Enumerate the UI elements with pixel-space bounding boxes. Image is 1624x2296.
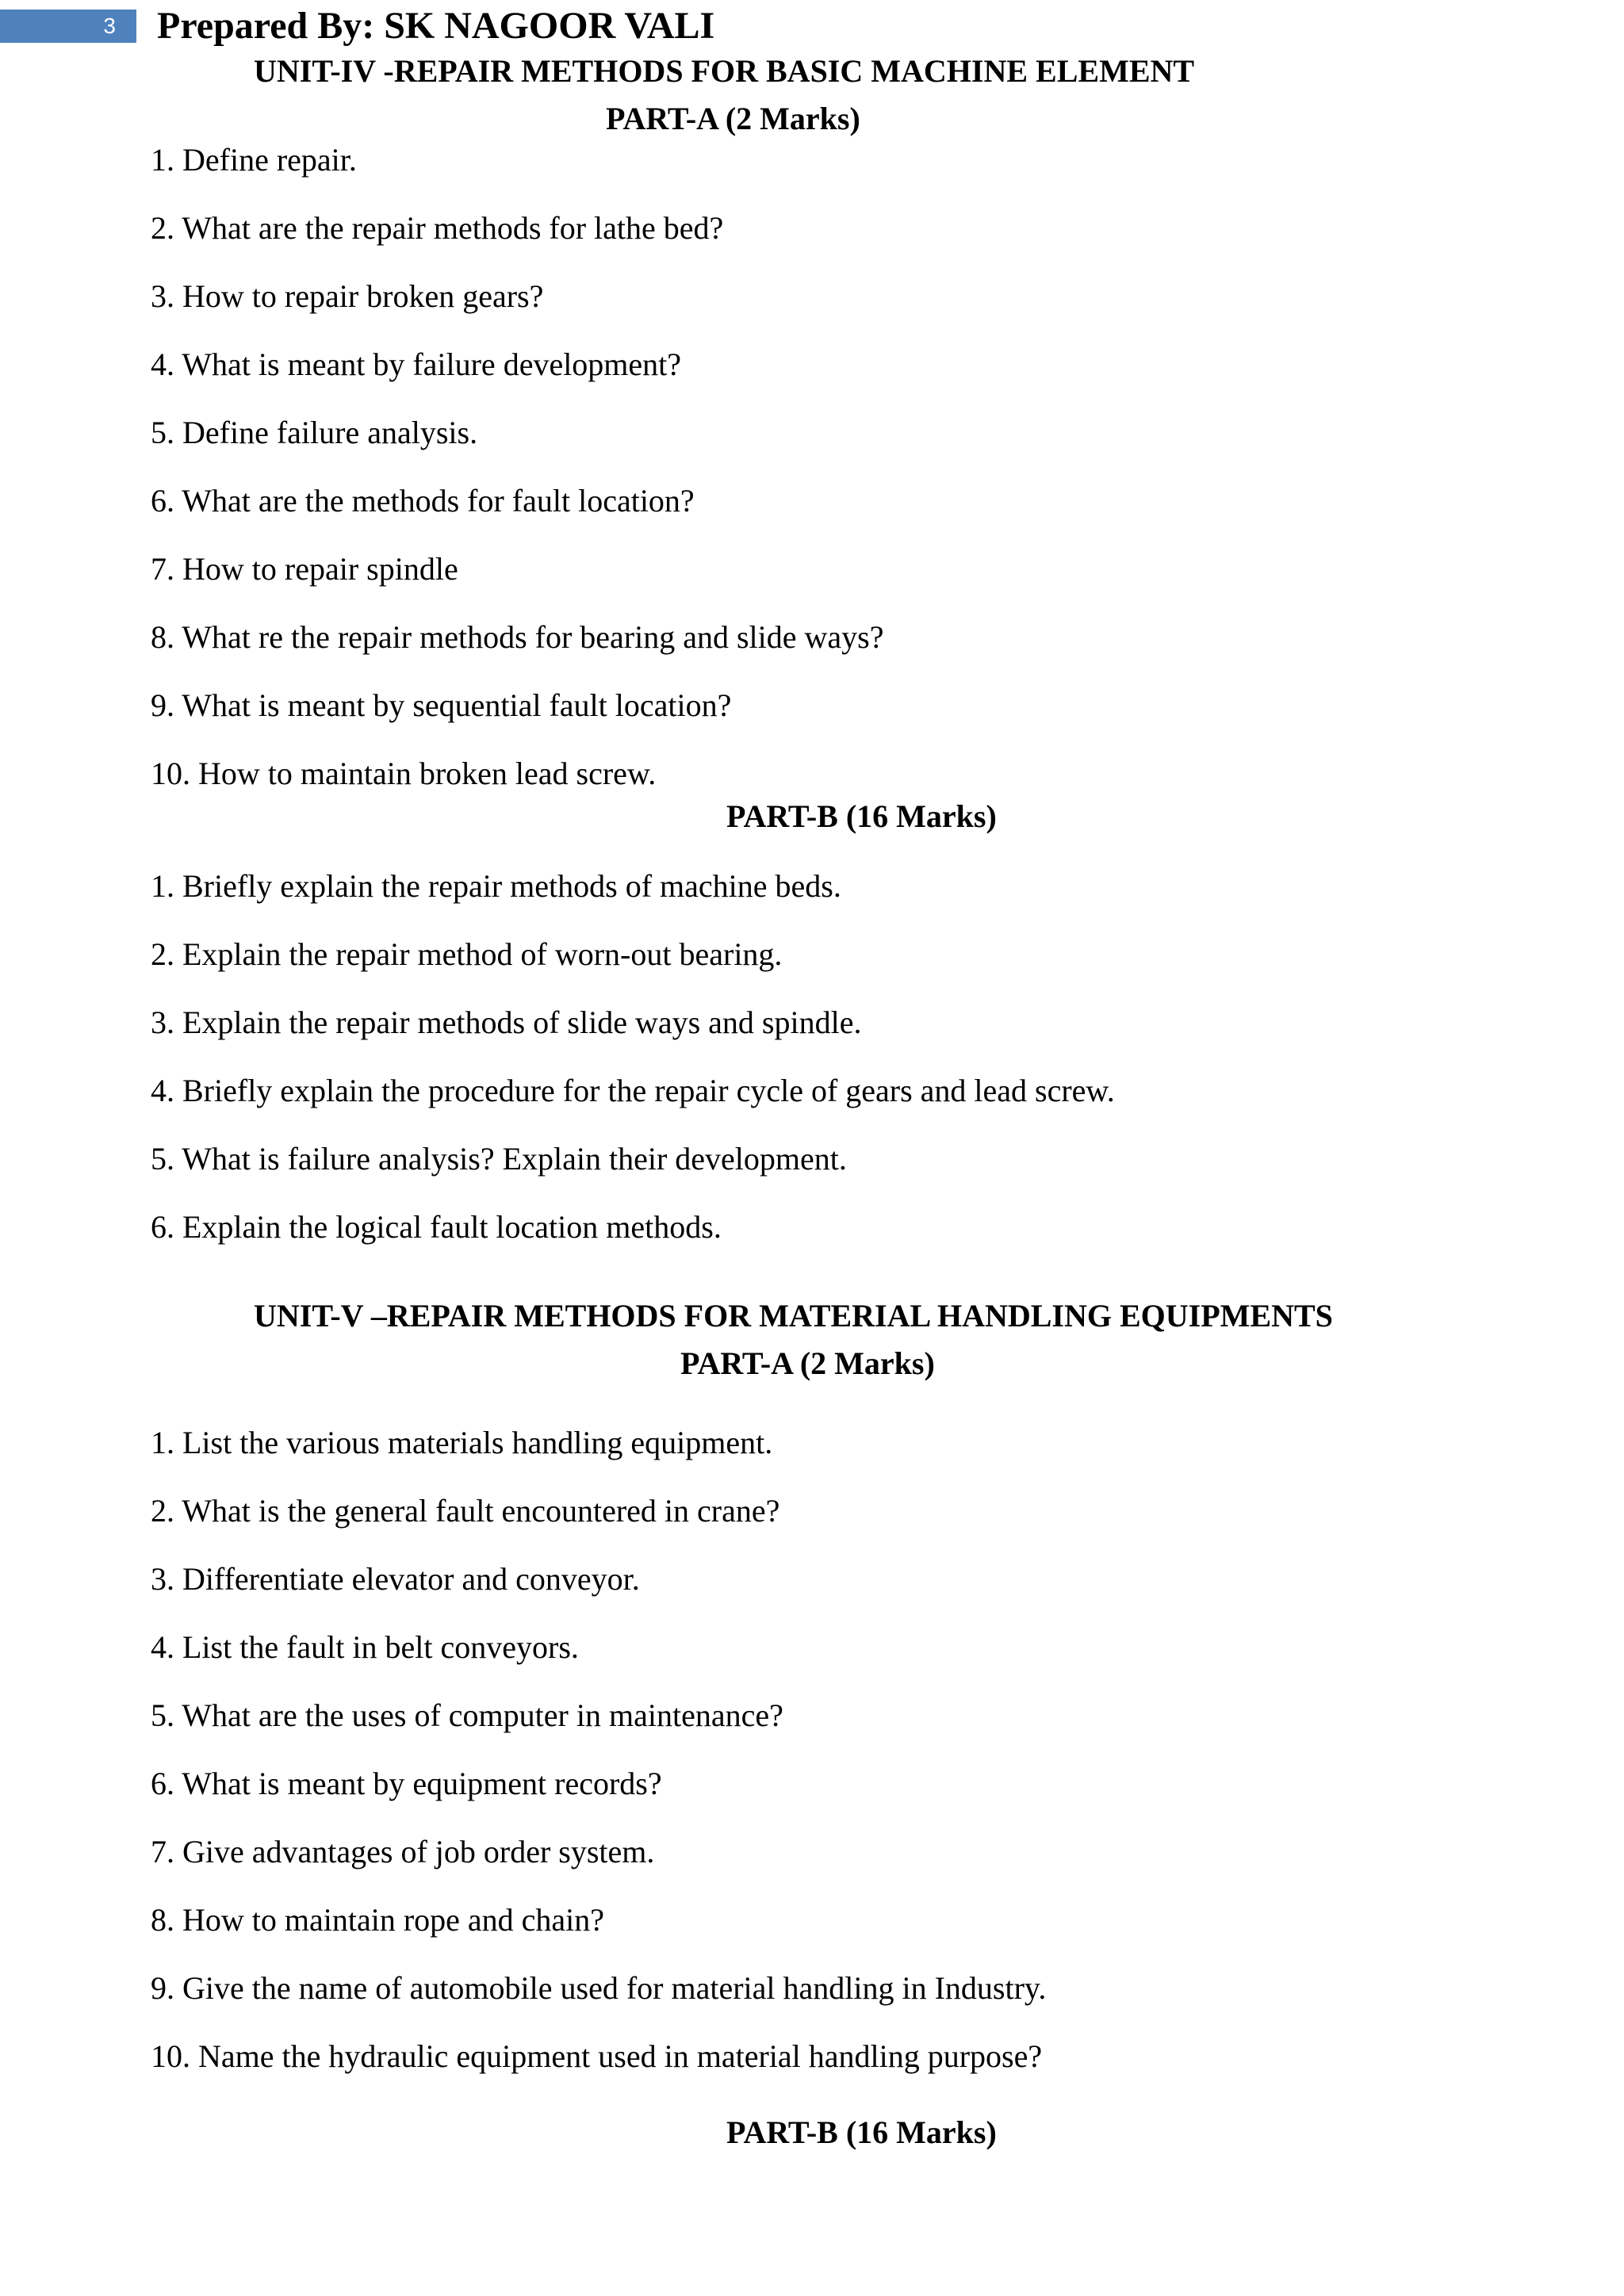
question-item: 5. What is failure analysis? Explain their development. (151, 1141, 847, 1177)
author-line: Prepared By: SK NAGOOR VALI (157, 5, 715, 47)
unit4-part-a-title: PART-A (2 Marks) (606, 101, 860, 136)
question-item: 10. Name the hydraulic equipment used in material handling purpose? (151, 2038, 1043, 2074)
question-item: 7. How to repair spindle (151, 551, 458, 587)
question-item: 4. List the fault in belt conveyors. (151, 1629, 579, 1665)
question-item: 5. Define failure analysis. (151, 415, 478, 450)
question-item: 6. What is meant by equipment records? (151, 1766, 662, 1801)
question-item: 7. Give advantages of job order system. (151, 1834, 655, 1869)
unit5-part-b-title: PART-B (16 Marks) (726, 2114, 997, 2150)
question-item: 3. How to repair broken gears? (151, 278, 544, 314)
question-item: 8. What re the repair methods for bearing and slide ways? (151, 619, 884, 655)
question-item: 2. Explain the repair method of worn-out bearing. (151, 936, 783, 972)
question-item: 8. How to maintain rope and chain? (151, 1902, 605, 1938)
question-item: 3. Differentiate elevator and conveyor. (151, 1561, 640, 1597)
unit4-title: UNIT-IV -REPAIR METHODS FOR BASIC MACHINE ELEMENT (254, 53, 1195, 89)
question-item: 4. Briefly explain the procedure for the repair cycle of gears and lead screw. (151, 1073, 1115, 1108)
question-item: 10. How to maintain broken lead screw. (151, 756, 657, 791)
question-item: 4. What is meant by failure development? (151, 346, 682, 382)
question-item: 9. What is meant by sequential fault location? (151, 687, 732, 723)
question-item: 3. Explain the repair methods of slide ways and spindle. (151, 1004, 862, 1040)
question-item: 9. Give the name of automobile used for material handling in Industry. (151, 1970, 1047, 2006)
question-item: 1. Define repair. (151, 142, 357, 178)
unit5-part-a-title: PART-A (2 Marks) (680, 1345, 935, 1381)
question-item: 1. List the various materials handling equipment. (151, 1425, 773, 1460)
question-item: 5. What are the uses of computer in maintenance? (151, 1697, 783, 1733)
question-item: 6. Explain the logical fault location methods. (151, 1209, 722, 1245)
question-item: 6. What are the methods for fault location? (151, 483, 695, 519)
question-item: 2. What is the general fault encountered in crane? (151, 1493, 780, 1529)
unit5-title: UNIT-V –REPAIR METHODS FOR MATERIAL HANDLING EQUIPMENTS (254, 1298, 1333, 1334)
question-item: 2. What are the repair methods for lathe bed? (151, 210, 724, 246)
page-number-badge (0, 10, 136, 43)
question-item: 1. Briefly explain the repair methods of machine beds. (151, 868, 841, 904)
page-number: 3 (103, 13, 116, 38)
unit4-part-b-title: PART-B (16 Marks) (726, 798, 997, 834)
